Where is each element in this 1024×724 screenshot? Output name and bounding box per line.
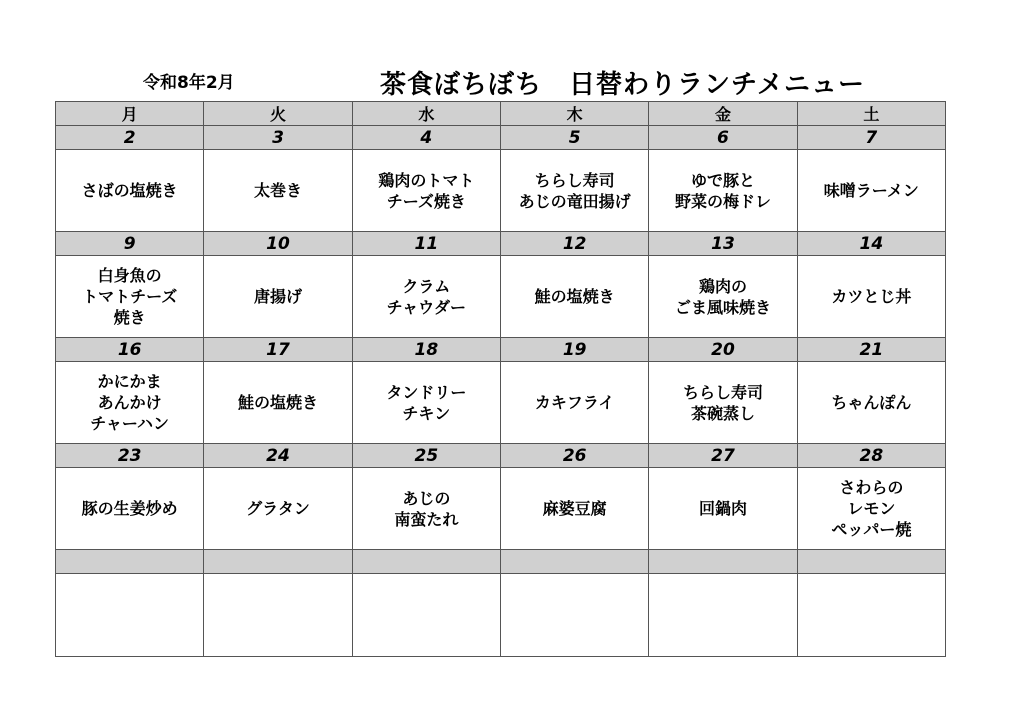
menu-cell-thu: ちらし寿司 あじの竜田揚げ bbox=[500, 150, 648, 232]
date-cell-tue: 24 bbox=[204, 444, 352, 468]
menu-cell-tue: 唐揚げ bbox=[204, 256, 352, 338]
menu-cell-sat: ちゃんぽん bbox=[797, 362, 945, 444]
date-row bbox=[56, 550, 946, 574]
date-row bbox=[56, 338, 946, 362]
weekday-header-row bbox=[56, 102, 946, 126]
menu-cell-mon: かにかま あんかけ チャーハン bbox=[56, 362, 204, 444]
date-cell-mon: 23 bbox=[56, 444, 204, 468]
menu-row bbox=[56, 256, 946, 338]
date-cell-fri: 27 bbox=[649, 444, 797, 468]
date-cell-wed: 11 bbox=[352, 232, 500, 256]
date-cell-thu bbox=[500, 550, 648, 574]
menu-cell-fri: 鶏肉の ごま風味焼き bbox=[649, 256, 797, 338]
date-cell-tue bbox=[204, 550, 352, 574]
date-cell-sat: 7 bbox=[797, 126, 945, 150]
menu-cell-mon: 白身魚の トマトチーズ 焼き bbox=[56, 256, 204, 338]
date-cell-mon: 2 bbox=[56, 126, 204, 150]
menu-cell-thu: 鮭の塩焼き bbox=[500, 256, 648, 338]
menu-cell-thu: カキフライ bbox=[500, 362, 648, 444]
menu-cell-mon: 豚の生姜炒め bbox=[56, 468, 204, 550]
date-cell-wed: 18 bbox=[352, 338, 500, 362]
date-cell-mon bbox=[56, 550, 204, 574]
date-row bbox=[56, 232, 946, 256]
menu-cell-thu bbox=[500, 574, 648, 657]
menu-cell-wed bbox=[352, 574, 500, 657]
date-cell-thu: 12 bbox=[500, 232, 648, 256]
date-row bbox=[56, 444, 946, 468]
date-cell-sat: 14 bbox=[797, 232, 945, 256]
menu-cell-sat bbox=[797, 574, 945, 657]
menu-cell-sat: 味噌ラーメン bbox=[797, 150, 945, 232]
menu-cell-thu: 麻婆豆腐 bbox=[500, 468, 648, 550]
date-cell-thu: 26 bbox=[500, 444, 648, 468]
menu-cell-fri: 回鍋肉 bbox=[649, 468, 797, 550]
menu-row bbox=[56, 150, 946, 232]
menu-cell-fri bbox=[649, 574, 797, 657]
date-cell-mon: 9 bbox=[56, 232, 204, 256]
date-cell-thu: 5 bbox=[500, 126, 648, 150]
date-cell-wed: 25 bbox=[352, 444, 500, 468]
date-cell-tue: 17 bbox=[204, 338, 352, 362]
menu-cell-tue: 鮭の塩焼き bbox=[204, 362, 352, 444]
menu-cell-tue bbox=[204, 574, 352, 657]
date-row bbox=[56, 126, 946, 150]
menu-cell-wed: クラム チャウダー bbox=[352, 256, 500, 338]
weekday-sat: 土 bbox=[797, 102, 945, 126]
date-cell-tue: 3 bbox=[204, 126, 352, 150]
weekday-tue: 火 bbox=[204, 102, 352, 126]
menu-cell-mon: さばの塩焼き bbox=[56, 150, 204, 232]
menu-cell-fri: ゆで豚と 野菜の梅ドレ bbox=[649, 150, 797, 232]
menu-cell-sat: さわらの レモン ペッパー焼 bbox=[797, 468, 945, 550]
date-cell-fri: 6 bbox=[649, 126, 797, 150]
date-cell-sat bbox=[797, 550, 945, 574]
date-cell-tue: 10 bbox=[204, 232, 352, 256]
menu-cell-tue: グラタン bbox=[204, 468, 352, 550]
date-cell-fri: 13 bbox=[649, 232, 797, 256]
menu-row bbox=[56, 362, 946, 444]
menu-row bbox=[56, 574, 946, 657]
lunch-calendar bbox=[55, 101, 946, 657]
date-cell-fri bbox=[649, 550, 797, 574]
date-cell-sat: 21 bbox=[797, 338, 945, 362]
date-cell-wed: 4 bbox=[352, 126, 500, 150]
date-cell-thu: 19 bbox=[500, 338, 648, 362]
date-cell-fri: 20 bbox=[649, 338, 797, 362]
menu-cell-sat: カツとじ丼 bbox=[797, 256, 945, 338]
menu-cell-mon bbox=[56, 574, 204, 657]
weekday-mon: 月 bbox=[56, 102, 204, 126]
date-cell-mon: 16 bbox=[56, 338, 204, 362]
weekday-thu: 木 bbox=[500, 102, 648, 126]
menu-cell-tue: 太巻き bbox=[204, 150, 352, 232]
menu-cell-fri: ちらし寿司 茶碗蒸し bbox=[649, 362, 797, 444]
date-cell-sat: 28 bbox=[797, 444, 945, 468]
weekday-fri: 金 bbox=[649, 102, 797, 126]
menu-cell-wed: 鶏肉のトマト チーズ焼き bbox=[352, 150, 500, 232]
era-month-label: 令和8年2月 bbox=[143, 73, 235, 93]
weekday-wed: 水 bbox=[352, 102, 500, 126]
menu-cell-wed: タンドリー チキン bbox=[352, 362, 500, 444]
menu-row bbox=[56, 468, 946, 550]
page-title: 茶食ぼちぼち 日替わりランチメニュー bbox=[380, 70, 865, 100]
menu-cell-wed: あじの 南蛮たれ bbox=[352, 468, 500, 550]
date-cell-wed bbox=[352, 550, 500, 574]
